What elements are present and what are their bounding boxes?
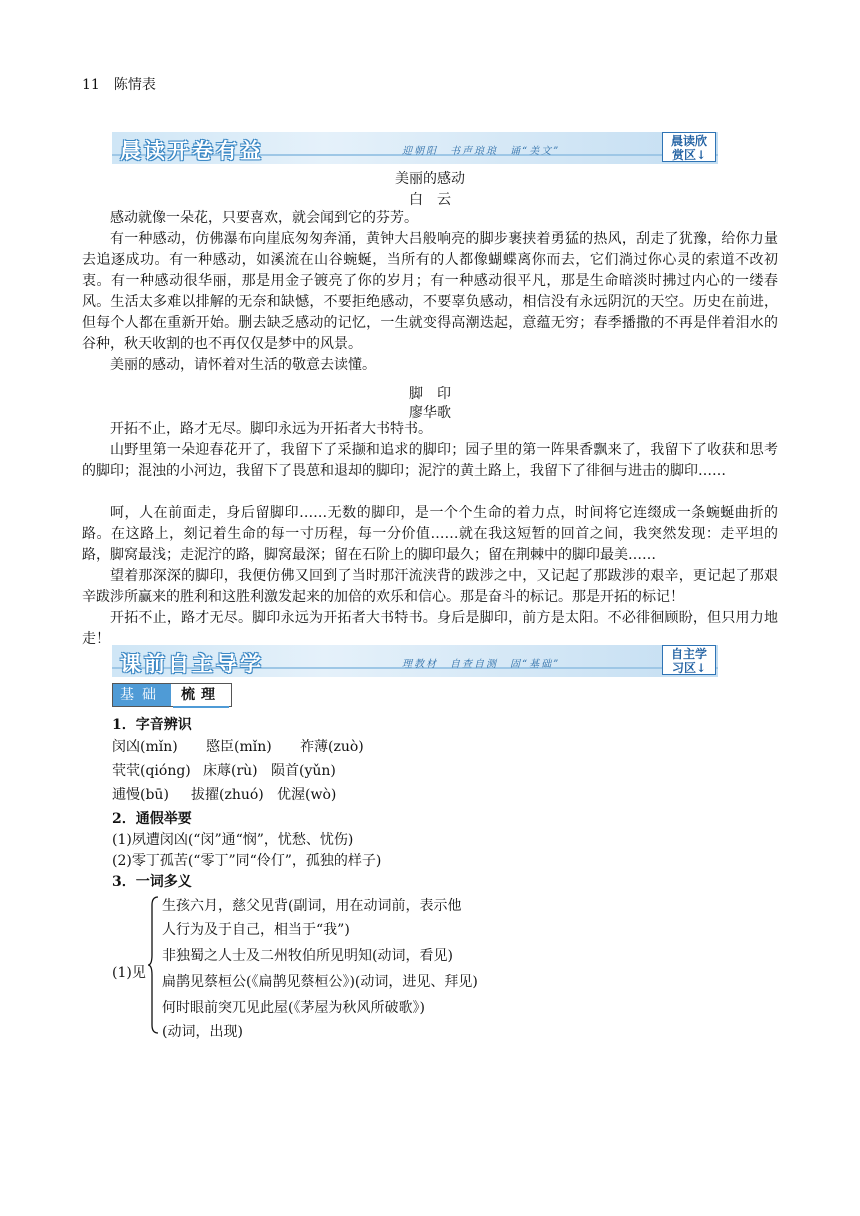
polysemy-line: 生孩六月，慈父见背(副词，用在动词前，表示他 [162,898,462,914]
morning-reading-badge [662,132,716,162]
essay1-para-2: 有一种感动，仿佛瀑布向崖底匆匆奔涌，黄钟大吕般响亮的脚步裹挟着勇猛的热风，刮走了犹豫，给你力量去追逐成功。有一种感动，如溪流在山谷蜿蜒，当所有的人都像蝴蝶离你而去，它们淌过你心灵的索道不改初衷。有一种感动很华丽，那是用金子镀亮了你的岁月；有一种感动很平凡，那是生命暗淡时拂过内心的一缕春风。生活太多难以排解的无奈和缺憾，不要拒绝感动，不要辜负感动，相信没有永远阴沉的天空。历史在前进，但每个人都在重新开始。删去缺乏感动的记忆，一生就变得高潮迭起，意蕴无穷；春季播撒的不再是伴着泪水的谷种，秋天收割的也不再仅仅是梦中的风景。 [82,231,778,352]
banner-title: 晨读开卷有益 [120,138,264,163]
chapter-heading [82,74,156,94]
essay2-para-5: 开拓不止，路才无尽。脚印永远为开拓者大书特书。身后是脚印，前方是太阳。不必徘徊顾盼，但只用力地走！ [82,610,778,647]
essay1-para-3: 美丽的感动，请怀着对生活的敬意去读懂。 [110,357,376,373]
banner-subtitle: 迎朝阳 书声琅琅 诵“美文” [402,146,561,157]
essay2-para-2: 山野里第一朵迎春花开了，我留下了采撷和追求的脚印；园子里的第一阵果香飘来了，我留下了收获和思考的脚印；混浊的小河边，我留下了畏葸和退却的脚印；泥泞的黄土路上，我留下了徘徊与进击的脚印…… [82,442,778,479]
pronunciation-heading: 1．字音辨识 [112,717,192,733]
essay1-para-1: 感动就像一朵花，只要喜欢，就会闻到它的芬芳。 [110,210,418,226]
pron-item: 优渥(wò) [277,787,337,803]
morning-reading-banner [112,132,718,164]
loan-char-item: (2)零丁孤苦(“零丁”同“伶仃”，孤独的样子) [112,853,382,869]
pron-item: 祚薄(zuò) [300,739,364,755]
polysemy-line: 何时眼前突兀见此屋(《茅屋为秋风所破歌》) [162,1000,425,1016]
badge-line-1: 自主学 [670,647,707,661]
pron-item: 茕茕(qióng) [112,763,191,779]
self-study-banner [112,645,718,677]
chapter-title: 陈情表 [113,77,156,93]
pron-item: 床蓐(rù) [203,763,258,779]
polysemy-line: (动词，出现) [162,1024,243,1040]
pron-item: 拔擢(zhuó) [191,787,264,803]
loan-char-heading: 2．通假举要 [112,811,192,827]
polysemy-line: 非独蜀之人士及二州牧伯所见明知(动词，看见) [162,948,453,964]
badge-line-1: 晨读欣 [670,134,707,148]
section-label [112,683,232,707]
loan-char-item: (1)夙遭闵凶(“闵”通“悯”，忧愁、忧伤) [112,832,354,848]
self-study-badge [662,645,716,675]
chapter-number: 11 [82,77,100,93]
banner-subtitle: 理教材 自查自测 固“基础” [402,659,561,670]
essay2-para-1: 开拓不止，路才无尽。脚印永远为开拓者大书特书。 [110,421,432,437]
pron-item: 逋慢(bū) [112,787,169,803]
polysemy-heading: 3．一词多义 [112,874,192,890]
essay2-title: 脚 印 [409,386,451,402]
badge-line-2: 习区↓ [671,661,707,675]
pron-item: 闵凶(mǐn) [112,739,178,755]
badge-line-2: 赏区↓ [671,148,707,162]
polysemy-word-label: (1)见 [112,965,146,981]
left-brace [148,895,160,1035]
section-label-review: 梳理 [173,684,229,708]
essay2-author: 廖华歌 [409,405,451,421]
pron-item: 愍臣(mǐn) [206,739,272,755]
pron-item: 陨首(yǔn) [271,763,336,779]
banner-title: 课前自主导学 [120,651,264,676]
essay1-author: 白 云 [409,192,451,208]
essay2-para-4: 望着那深深的脚印，我便仿佛又回到了当时那汗流浃背的跋涉之中，又记起了那跋涉的艰辛，更记起了那艰辛跋涉所赢来的胜利和这胜利激发起来的加倍的欢乐和信心。那是奋斗的标记。那是开拓的标记！ [82,568,778,605]
polysemy-line: 扁鹊见蔡桓公(《扁鹊见蔡桓公》)(动词，进见、拜见) [162,974,478,990]
essay2-para-3: 呵，人在前面走，身后留脚印……无数的脚印，是一个个生命的着力点，时间将它连缀成一条蜿蜒曲折的路。在这路上，刻记着生命的每一寸历程，每一分价值……就在我这短暂的回首之间，我突然发现：走平坦的路，脚窝最浅；走泥泞的路，脚窝最深；留在石阶上的脚印最久；留在荆棘中的脚印最美…… [82,505,778,563]
polysemy-line: 人行为及于自己，相当于“我”) [162,922,350,938]
section-label-basic: 基础 [113,684,171,706]
essay1-title: 美丽的感动 [395,171,465,187]
